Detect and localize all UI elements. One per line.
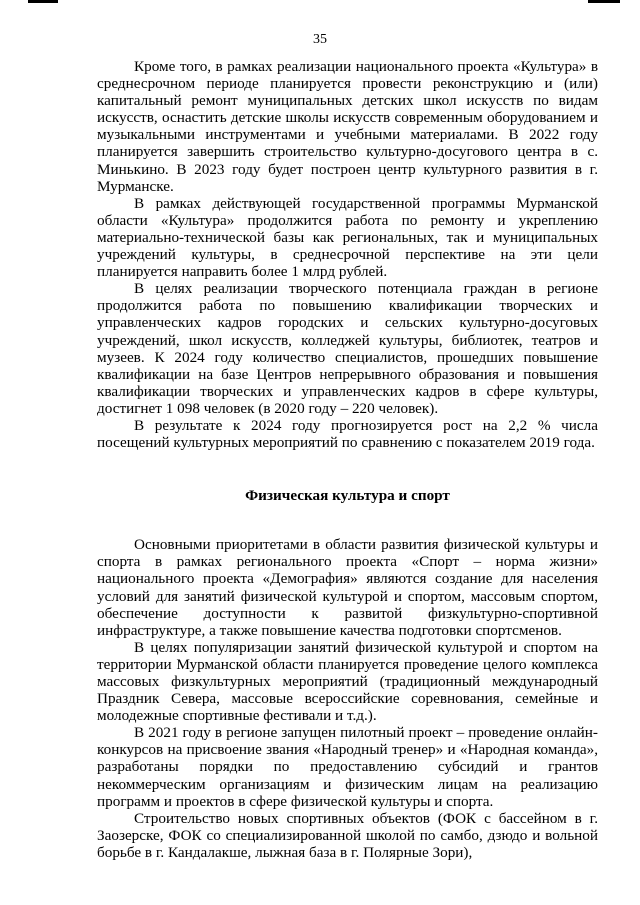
paragraph: Кроме того, в рамках реализации национального проекта «Культура» в среднесрочном периоде планируется провести реконструкцию и (или) капитальный ремонт муниципальных детских школ искусств по видам искусств, оснастить детские школы искусств современным оборудованием и музыкальными инструментами и учебными материалами. В 2022 году планируется завершить строительство культурно-досугового центра в с. Минькино. В 2023 году будет построен центр культурного развития в г. Мурманске.: [97, 58, 598, 195]
paragraph: Основными приоритетами в области развития физической культуры и спорта в рамках регионального проекта «Спорт – норма жизни» национального проекта «Демография» являются создание для населения условий для занятий физической культурой и спортом, массовым спортом, обеспечение доступности к развитой физкультурно-спортивной инфраструктуре, а также повышение качества подготовки спортсменов.: [97, 536, 598, 639]
paragraph: В 2021 году в регионе запущен пилотный проект – проведение онлайн-конкурсов на присвоение звания «Народный тренер» и «Народная команда», разработаны порядки по предоставлению субсидий и грантов некоммерческим организациям и физическим лицам на реализацию программ и проектов в сфере физической культуры и спорта.: [97, 724, 598, 810]
section-heading: Физическая культура и спорт: [245, 487, 450, 505]
paragraph: В рамках действующей государственной программы Мурманской области «Культура» продолжится работа по ремонту и укреплению материально-технической базы как региональных, так и муниципальных учреждений культуры, в среднесрочной перспективе на эти цели планируется направить более 1 млрд рублей.: [97, 194, 598, 281]
paragraph: В целях популяризации занятий физической культурой и спортом на территории Мурманской области планируется проведение целого комплекса массовых физкультурных мероприятий (традиционный международный Праздник Севера, массовые всероссийские соревнования, семейные и молодежные спортивные фестивали и т.д.).: [97, 638, 598, 725]
page-number: 35: [313, 32, 327, 47]
page-body: [97, 58, 598, 861]
paragraph: Строительство новых спортивных объектов (ФОК с бассейном в г. Заозерске, ФОК со специализированной школой по самбо, дзюдо и вольной борьбе в г. Кандалакше, лыжная база в г. Полярные Зори),: [97, 809, 598, 861]
scan-edge-mark: [28, 0, 58, 3]
scan-edge-mark: [588, 0, 620, 3]
paragraph: В целях реализации творческого потенциала граждан в регионе продолжится работа по повышению квалификации творческих и управленческих кадров городских и сельских культурно-досуговых учреждений, школ искусств, колледжей культуры, библиотек, театров и музеев. К 2024 году количество специалистов, прошедших повышение квалификации на базе Центров непрерывного образования и повышения квалификации творческих и управленческих кадров в сфере культуры, достигнет 1 098 человек (в 2020 году – 220 человек).: [97, 280, 598, 417]
paragraph: В результате к 2024 году прогнозируется рост на 2,2 % числа посещений культурных мероприятий по сравнению с показателем 2019 года.: [97, 416, 598, 452]
